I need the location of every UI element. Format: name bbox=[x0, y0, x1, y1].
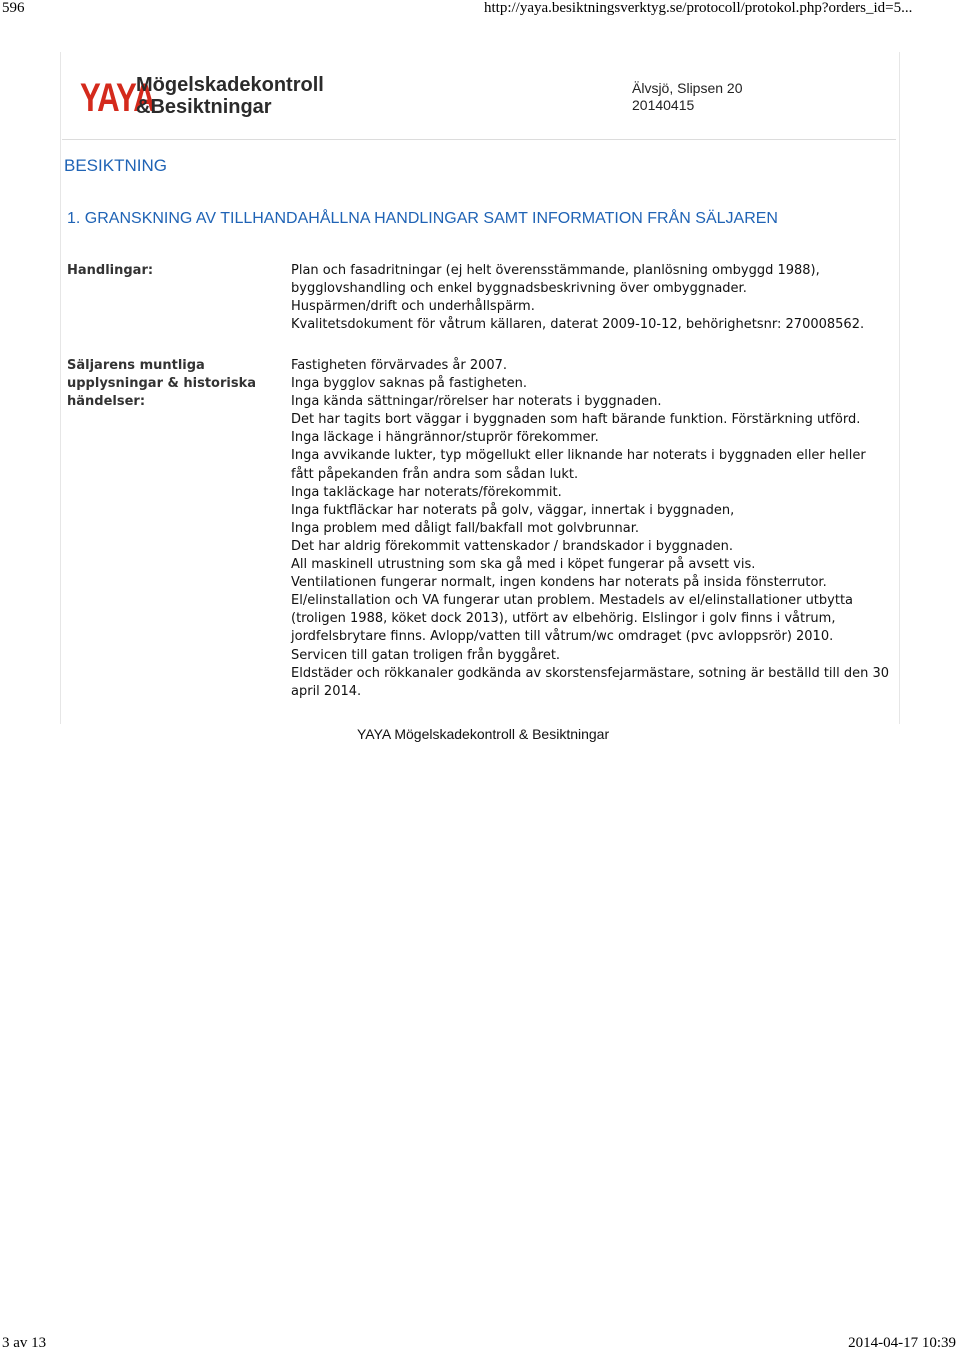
saljare-line: Inga bygglov saknas på fastigheten. bbox=[291, 376, 527, 392]
section-heading: 1. GRANSKNING AV TILLHANDAHÅLLNA HANDLINGAR SAMT INFORMATION FRÅN SÄLJAREN bbox=[67, 210, 778, 227]
handlingar-line: Kvalitetsdokument för våtrum källaren, daterat 2009-10-12, behörighetsnr: 270008562. bbox=[291, 317, 865, 333]
saljare-line: Inga avvikande lukter, typ mögellukt eller liknande har noterats i byggnaden eller heller fått påpekanden från andra som sådan lukt. bbox=[291, 448, 866, 482]
saljare-line: Inga takläckage har noterats/förekommit. bbox=[291, 484, 562, 500]
saljare-label: Säljarens muntliga upplysningar & historiska händelser: bbox=[67, 358, 256, 409]
handlingar-line: Plan och fasadritningar (ej helt överensstämmande, planlösning ombyggd 1988), bygglovshandling och enkel byggnadsbeskrivning över ombyggnader. bbox=[291, 263, 820, 297]
saljare-line: Inga kända sättningar/rörelser har noterats i byggnaden. bbox=[291, 394, 662, 410]
saljare-line: Eldstäder och rökkanaler godkända av skorstensfejarmästare, sotning är beställd till den 30 april 2014. bbox=[291, 665, 890, 699]
logo-line-1: Mögelskadekontroll bbox=[136, 74, 324, 96]
footer-brand: YAYA Mögelskadekontroll & Besiktningar bbox=[357, 726, 610, 742]
saljare-line: Inga läckage i hängrännor/stuprör förekommer. bbox=[291, 430, 599, 446]
saljare-line: Fastigheten förvärvades år 2007. bbox=[291, 358, 508, 373]
saljare-line: Inga problem med dåligt fall/bakfall mot golvbrunnar. bbox=[291, 520, 640, 536]
print-page-count: 3 av 13 bbox=[2, 1335, 47, 1351]
handlingar-line: Huspärmen/drift och underhållspärm. bbox=[291, 299, 535, 315]
saljare-line: El/elinstallation och VA fungerar utan problem. Mestadels av el/elinstallationer utbytta (troligen 1988, köket dock 2013), utfört av elbehörig. Elslingor i golv finns i våtrum, jordfelsbrytare finns. Avlopp/vatten till våtrum/wc omdraget (pvc avloppsrör) 2010. Servicen till gatan troligen från byggåret. bbox=[291, 593, 854, 663]
logo-line-2: &Besiktningar bbox=[136, 96, 272, 118]
saljare-line: Det har tagits bort väggar i byggnaden som haft bärande funktion. Förstärkning utförd. bbox=[291, 412, 861, 428]
saljare-line: All maskinell utrustning som ska gå med i köpet fungerar på avsett vis. bbox=[291, 557, 756, 573]
handlingar-label: Handlingar: bbox=[67, 263, 154, 278]
saljare-content bbox=[291, 357, 891, 701]
document-title: BESIKTNING bbox=[64, 156, 167, 175]
property-address: Älvsjö, Slipsen 20 bbox=[632, 80, 743, 96]
saljare-line: Ventilationen fungerar normalt, ingen kondens har noterats på insida fönsterrutor. bbox=[291, 575, 827, 591]
saljare-line: Inga fuktfläckar har noterats på golv, väggar, innertak i byggnaden, bbox=[291, 502, 735, 518]
handlingar-content bbox=[291, 262, 891, 334]
inspection-date: 20140415 bbox=[632, 97, 695, 113]
logo-mark: YAYA bbox=[80, 76, 155, 120]
print-timestamp: 2014-04-17 10:39 bbox=[848, 1335, 956, 1351]
print-url: http://yaya.besiktningsverktyg.se/protocoll/protokol.php?orders_id=5... bbox=[484, 0, 913, 16]
saljare-line: Det har aldrig förekommit vattenskador / brandskador i byggnaden. bbox=[291, 538, 733, 554]
print-page-number: 596 bbox=[2, 0, 25, 16]
